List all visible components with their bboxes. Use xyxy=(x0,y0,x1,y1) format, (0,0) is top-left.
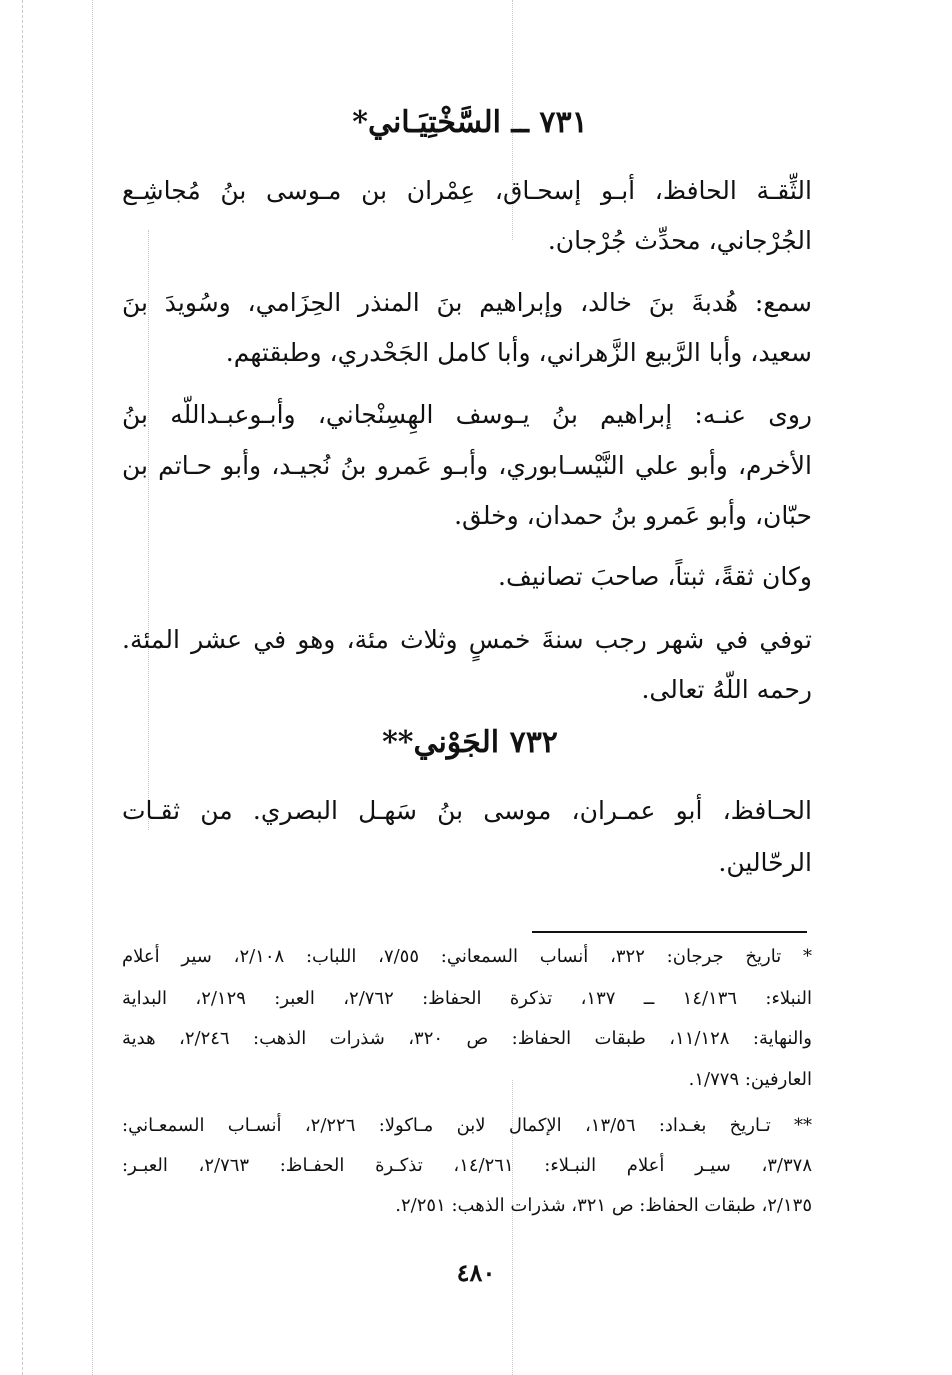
footnote-line-4: العارفين: ١/٧٧٩. xyxy=(688,1069,812,1090)
entry-732-line-1: الحـافظ، أبو عمـران، موسى بنُ سَهـل البصري. من ثقـات xyxy=(122,796,812,825)
entry-731-line-9: توفي في شهر رجب سنةَ خمسٍ وثلاث مئة، وهو في عشر المئة. xyxy=(122,625,812,654)
entry-731-line-4: سعيد، وأبا الرَّبيع الزَّهراني، وأبا كامل الجَحْدري، وطبقتهم. xyxy=(225,338,812,367)
footnote-line-5: ** تـاريخ بغـداد: ١٣/٥٦، الإكمال لابن مـاكولا: ٢/٢٢٦، أنسـاب السمعـاني: xyxy=(122,1115,813,1136)
footnote-line-3: والنهاية: ١١/١٢٨، طبقات الحفاظ: ص ٣٢٠، شذرات الذهب: ٢/٢٤٦، هدية xyxy=(122,1028,812,1049)
entry-731-line-7: حبّان، وأبو عَمرو بنُ حمدان، وخلق. xyxy=(454,501,812,530)
entry-731-line-8: وكان ثقةً، ثبتاً، صاحبَ تصانيف. xyxy=(498,562,812,591)
entry-731-line-10: رحمه اللّهُ تعالى. xyxy=(641,675,812,704)
entry-732-line-2: الرحّالين. xyxy=(718,848,812,877)
footnote-line-1: * تاريخ جرجان: ٣٢٢، أنساب السمعاني: ٧/٥٥، اللباب: ٢/١٠٨، سير أعلام xyxy=(122,946,813,967)
footnote-line-6: ٣/٣٧٨، سيـر أعلام النبـلاء: ١٤/٢٦١، تذكـرة الحفـاظ: ٢/٧٦٣، العبـر: xyxy=(122,1155,813,1176)
entry-731-title: ٧٣١ ــ السَّخْتِيَـاني* xyxy=(352,105,588,140)
scan-artifact-line xyxy=(92,0,93,1375)
entry-731-line-2: الجُرْجاني، محدِّث جُرْجان. xyxy=(547,226,812,255)
scan-artifact-line xyxy=(22,0,23,1375)
entry-731-line-6: الأخرم، وأبو علي النَّيْسـابوري، وأبـو عَمرو بنُ نُجيـد، وأبو حـاتم بن xyxy=(122,451,812,480)
entry-731-line-3: سمع: هُدبةَ بنَ خالد، وإبراهيم بنَ المنذر الحِزَامي، وسُويدَ بنَ xyxy=(122,288,812,317)
page-number: ٤٨٠ xyxy=(456,1258,496,1287)
entry-732-title: ٧٣٢ الجَوْني** xyxy=(382,725,558,760)
entry-731-line-1: الثِّقـة الحافظ، أبـو إسحـاق، عِمْران بن مـوسى بنُ مُجاشِـع xyxy=(122,176,812,205)
scan-artifact-line xyxy=(148,230,149,830)
footnote-line-2: النبلاء: ١٤/١٣٦ ــ ١٣٧، تذكرة الحفاظ: ٢/٧٦٢، العبر: ٢/١٢٩، البداية xyxy=(122,988,813,1009)
entry-731-line-5: روى عنـه: إبراهيم بنُ يـوسف الهِسِنْجاني، وأبـوعبـداللّه بنُ xyxy=(122,400,812,429)
footnote-line-7: ٢/١٣٥، طبقات الحفاظ: ص ٣٢١، شذرات الذهب: ٢/٢٥١. xyxy=(395,1195,812,1216)
footnote-separator xyxy=(532,931,807,933)
